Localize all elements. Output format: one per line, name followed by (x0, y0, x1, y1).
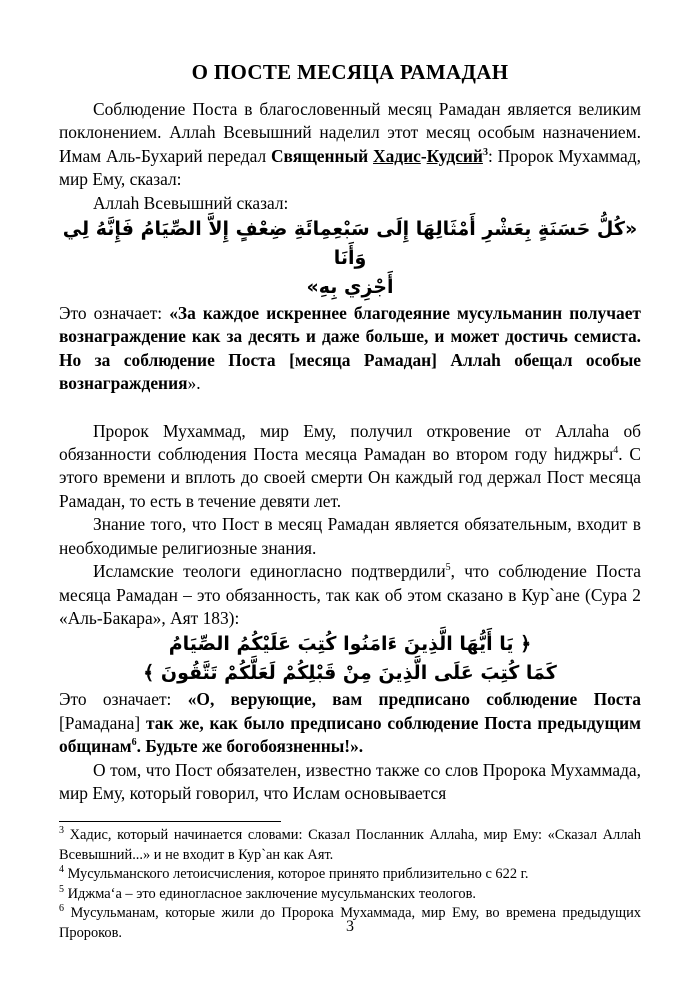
page-number: 3 (346, 918, 354, 935)
title-dash: - (420, 145, 427, 166)
meaning-2 (59, 688, 641, 758)
paragraph-1-after: : Пророк Мухаммад, мир Ему, сказал: (59, 145, 641, 190)
footnote-divider (59, 821, 281, 822)
meaning-2-bold-2: так же, как было предписано соблюдение Поста предыдущим общинам (59, 712, 641, 757)
meaning-2-bold-1: «О, верующие, вам предписано соблюдение Поста (187, 689, 641, 710)
footnote-4 (59, 865, 641, 885)
meaning-1-lead: Это означает: (59, 303, 170, 324)
paragraph-1-text: Соблюдение Поста в благословенный месяц Рамадан является великим поклонением. Аллаh Всевышний наделил этот месяц особым назначением. Имам Аль-Бухарий передал (59, 99, 641, 166)
hadis-word: Хадис (373, 145, 421, 166)
footnote-number: 6 (59, 903, 64, 915)
footnote-5 (59, 885, 641, 905)
sacred-title: Священный (271, 145, 374, 166)
footnote-number: 5 (59, 883, 64, 895)
meaning-1 (59, 302, 641, 396)
paragraph-3: Знание того, что Пост в месяц Рамадан является обязательным, входит в необходимые религиозные знания. (59, 514, 641, 558)
footnote-number: 4 (59, 864, 64, 876)
footnote-text: Хадис, который начинается словами: Сказал Посланник Аллаhа, мир Ему: «Сказал Аллаh Всевышний...» и не входит в Кур`ан как Аят. (59, 827, 641, 863)
footnote-ref-6: 6 (131, 737, 137, 749)
main-text (59, 98, 641, 805)
footnote-ref-3: 3 (482, 147, 488, 159)
paragraph-4 (59, 560, 641, 630)
footnote-ref-4: 4 (613, 445, 619, 457)
footnote-text: Иджма‘а – это единогласное заключение мусульманских теологов. (64, 885, 477, 902)
footnote-ref-5: 5 (445, 562, 451, 574)
footnote-3 (59, 826, 641, 865)
footnote-text: Мусульманского летоисчисления, которое принято приблизительно с 622 г. (64, 866, 529, 883)
hadith-arabic-line-2: أَجْزِي بِهِ» (306, 276, 394, 299)
paragraph-4-text: Исламские теологи единогласно подтвердили (93, 561, 446, 582)
footnote-text: Мусульманам, которые жили до Пророка Мухаммада, мир Ему, во времена предыдущих Пророков. (59, 905, 641, 941)
allah-said-line: Аллаh Всевышний сказал: (93, 192, 289, 213)
ayah-arabic-line-2: كَمَا كُتِبَ عَلَى الَّذِينَ مِنْ قَبْلِكُمْ لَعَلَّكُمْ تَتَّقُونَ ﴾ (143, 662, 557, 685)
meaning-1-bold: «За каждое искреннее благодеяние мусульманин получает вознаграждение как за десять и даже больше, и может достичь семиста. Но за соблюдение Поста [месяца Рамадан] Аллаh обещал особые вознаграждения (59, 303, 641, 394)
page-title: О ПОСТЕ МЕСЯЦА РАМАДАН (191, 60, 509, 84)
paragraph-5: О том, что Пост обязателен, известно также со слов Пророка Мухаммада, мир Ему, который говорил, что Ислам основывается (59, 759, 641, 803)
footnote-number: 3 (59, 825, 64, 837)
kudsiy-word: Кудсий (426, 145, 483, 166)
hadith-arabic-line-1: «كُلُّ حَسَنَةٍ بِعَشْرِ أَمْثَالِهَا إِلَى سَبْعِمِائَةِ ضِعْفٍ إِلاَّ الصِّيَامُ فَإِنَّهُ لِي وَأَنَا (62, 218, 638, 270)
ayah-arabic-line-1: ﴿ يَا أَيُّهَا الَّذِينَ ءَامَنُوا كُتِبَ عَلَيْكُمُ الصِّيَامُ (168, 633, 532, 656)
paragraph-4-after: , что соблюдение Поста месяца Рамадан – это обязанность, так как об этом сказано в Кур`ане (Сура 2 «Аль-Бакара», Аят 183): (59, 561, 641, 628)
paragraph-2-text: Пророк Мухаммад, мир Ему, получил откровение от Аллаhа об обязанности соблюдения Поста месяца Рамадан во втором году hиджры (59, 420, 641, 465)
meaning-2-normal: [Рамадана] (59, 712, 141, 733)
paragraph-1 (59, 98, 641, 192)
paragraph-gap (59, 396, 641, 420)
paragraph-2 (59, 420, 641, 514)
meaning-2-bold-3: . Будьте же богобоязненны!». (136, 736, 364, 757)
paragraph-2-after: . С этого времени и вплоть до своей смерти Он каждый год держал Пост месяца Рамадан, то есть в течение девяти лет. (59, 444, 642, 511)
meaning-1-tail: ». (187, 373, 201, 394)
meaning-2-lead: Это означает: (59, 689, 188, 710)
